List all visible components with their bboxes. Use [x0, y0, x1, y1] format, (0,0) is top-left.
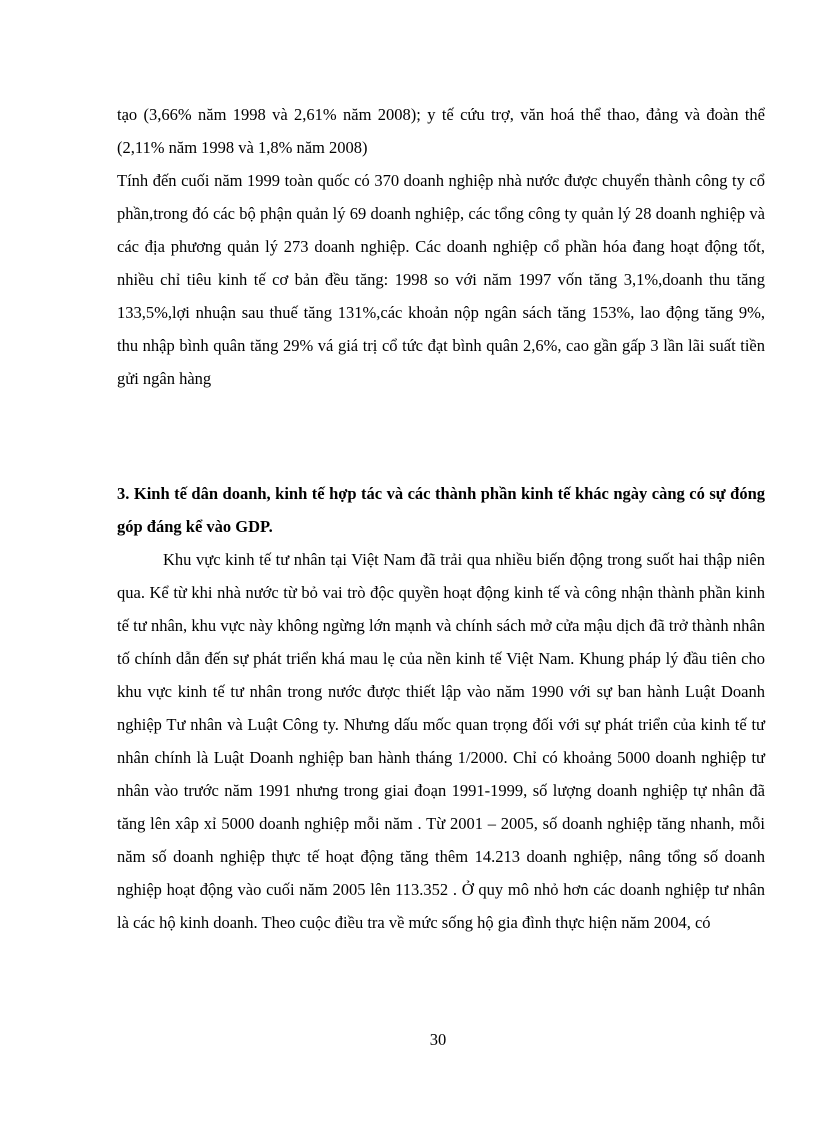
page-number: 30 [429, 1030, 447, 1049]
paragraph-private-sector: Khu vực kinh tế tư nhân tại Việt Nam đã trải qua nhiều biến động trong suốt hai thập niên qua. Kể từ khi nhà nước từ bỏ vai trò độc quyền hoạt động kinh tế và công nhận thành phần kinh tế tư nhân, khu vực này không ngừng lớn mạnh và chính sách mở cửa mậu dịch đã trở thành nhân tố chính dẫn đến sự phát triển khá mau lẹ của nền kinh tế Việt Nam. Khung pháp lý đầu tiên cho khu vực kinh tế tư nhân trong nước được thiết lập vào năm 1990 với sự ban hành Luật Doanh nghiệp Tư nhân và Luật Công ty. Nhưng dấu mốc quan trọng đối với sự phát triển của kinh tế tư nhân chính là Luật Doanh nghiệp ban hành tháng 1/2000. Chỉ có khoảng 5000 doanh nghiệp tư nhân vào trước năm 1991 nhưng trong giai đoạn 1991-1999, số lượng doanh nghiệp tự nhân đã tăng lên xâp xỉ 5000 doanh nghiệp mỗi năm . Từ 2001 – 2005, số doanh nghiệp tăng nhanh, mỗi năm số doanh nghiệp thực tế hoạt động tăng thêm 14.213 doanh nghiệp, nâng tổng số doanh nghiệp hoạt động vào cuối năm 2005 lên 113.352 . Ở quy mô nhỏ hơn các doanh nghiệp tư nhân là các hộ kinh doanh. Theo cuộc điều tra về mức sống hộ gia đình thực hiện năm 2004, có [117, 550, 765, 932]
section-heading: 3. Kinh tế dân doanh, kinh tế hợp tác và các thành phần kinh tế khác ngày càng có sự đóng góp đáng kể vào GDP. [117, 484, 765, 536]
paragraph-continuation: tạo (3,66% năm 1998 và 2,61% năm 2008); y tế cứu trợ, văn hoá thể thao, đảng và đoàn thể (2,11% năm 1998 và 1,8% năm 2008) [117, 105, 765, 157]
paragraph-equitization: Tính đến cuối năm 1999 toàn quốc có 370 doanh nghiệp nhà nước được chuyển thành công ty cổ phần,trong đó các bộ phận quản lý 69 doanh nghiệp, các tổng công ty quản lý 28 doanh nghiệp và các địa phương quản lý 273 doanh nghiệp. Các doanh nghiệp cổ phần hóa đang hoạt động tốt, nhiều chỉ tiêu kinh tế cơ bản đều tăng: 1998 so với năm 1997 vốn tăng 3,1%,doanh thu tăng 133,5%,lợi nhuận sau thuế tăng 131%,các khoản nộp ngân sách tăng 153%, lao động tăng 9%, thu nhập bình quân tăng 29% vá giá trị cổ tức đạt bình quân 2,6%, cao gần gấp 3 lần lãi suất tiền gửi ngân hàng [117, 171, 765, 388]
